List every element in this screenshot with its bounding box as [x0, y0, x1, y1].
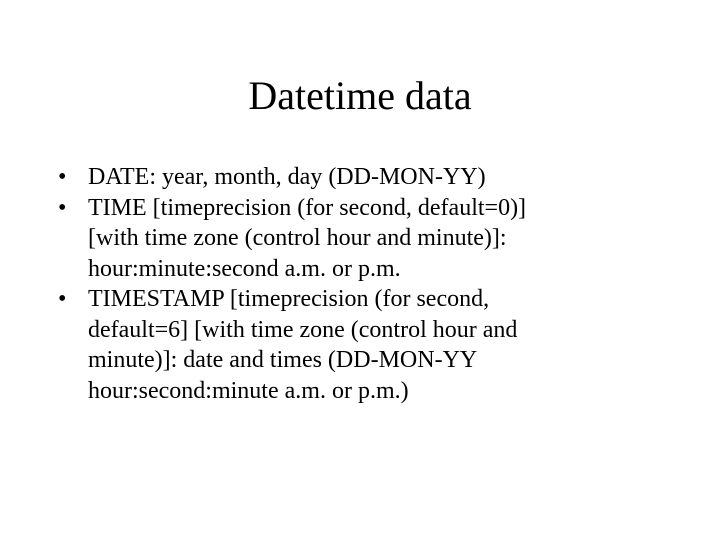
bullet-date — [58, 162, 678, 193]
bullet-time — [58, 193, 678, 285]
bullet-text-line: default=6] [with time zone (control hour and — [88, 316, 518, 343]
bullet-text-line: hour:minute:second a.m. or p.m. — [88, 255, 401, 282]
bullet-dot-icon: • — [58, 194, 67, 221]
bullet-text-line: [with time zone (control hour and minute)]: — [88, 225, 507, 251]
bullet-list — [58, 162, 678, 406]
slide-title: Datetime data — [248, 73, 472, 118]
bullet-dot-icon: • — [58, 164, 67, 190]
bullet-text-line: hour:second:minute a.m. or p.m.) — [88, 377, 409, 404]
bullet-timestamp — [58, 284, 678, 406]
bullet-text-line: minute)]: date and times (DD-MON-YY — [88, 347, 478, 373]
bullet-text-line: TIME [timeprecision (for second, default=0)] — [88, 194, 527, 221]
bullet-text-line: DATE: year, month, day (DD-MON-YY) — [88, 164, 486, 190]
bullet-text-line: TIMESTAMP [timeprecision (for second, — [88, 286, 490, 312]
bullet-dot-icon: • — [58, 286, 67, 312]
